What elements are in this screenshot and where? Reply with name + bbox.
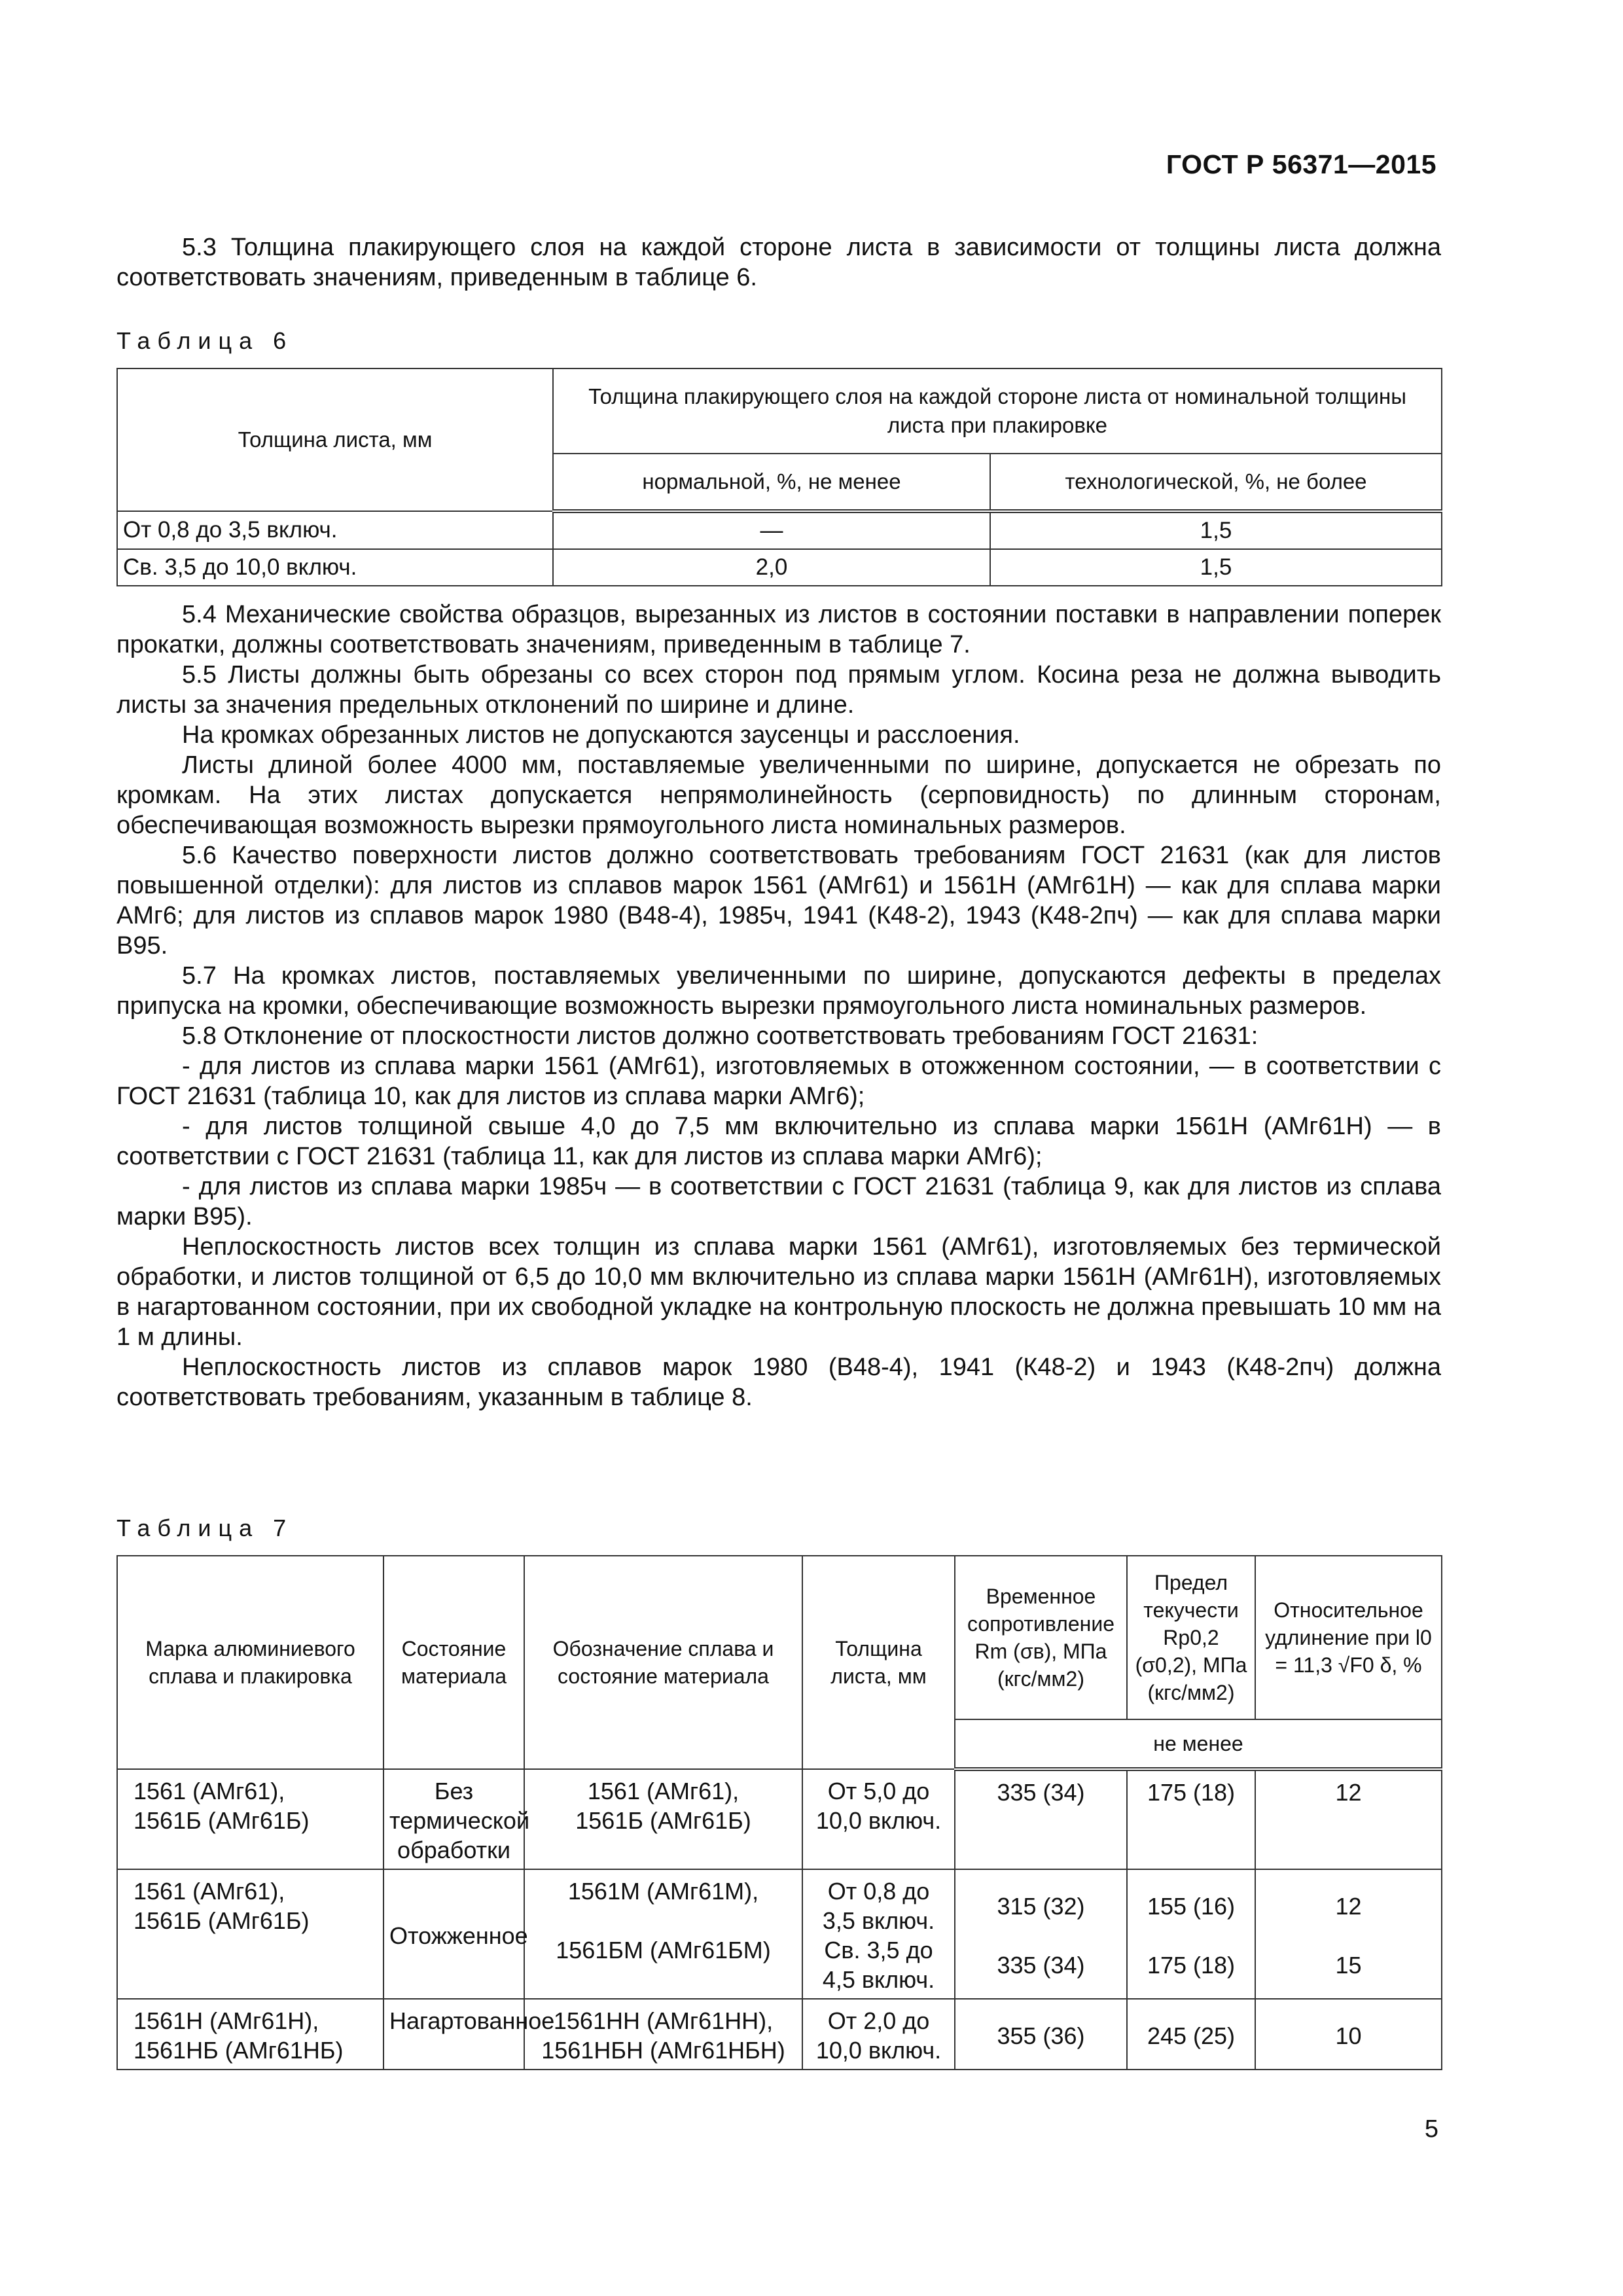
t7-cell-designation: 1561 (АМг61), 1561Б (АМг61Б) (524, 1769, 802, 1869)
t6-cell-thickness: От 0,8 до 3,5 включ. (117, 511, 553, 549)
t6-header-cladding: Толщина плакирующего слоя на каждой стороне листа от номинальной толщины листа при плакировке (553, 368, 1442, 454)
t7-cell-yield: 245 (25) (1127, 1999, 1255, 2070)
t7-cell-grade: 1561Н (АМг61Н), 1561НБ (АМг61НБ) (117, 1999, 383, 2070)
table-7 (116, 1555, 1442, 2070)
t7-cell-elongation: 10 (1255, 1999, 1442, 2070)
t7-cell-state: Нагартованное (383, 1999, 524, 2070)
table-row (117, 549, 1442, 586)
page-number: 5 (1424, 2115, 1438, 2143)
table-row (117, 1999, 1442, 2070)
t7-header-elongation: Относительное удлинение при l0 = 11,3 √F0 δ, % (1255, 1556, 1442, 1719)
paragraph-5-8: 5.8 Отклонение от плоскостности листов должно соответствовать требованиям ГОСТ 21631: (182, 1022, 1258, 1050)
t7-cell-tensile: 355 (36) (955, 1999, 1127, 2070)
t6-header-normal: нормальной, %, не менее (553, 454, 990, 511)
t7-header-state: Состояние материала (383, 1556, 524, 1769)
t7-cell-elongation: 12 15 (1255, 1869, 1442, 1999)
t7-header-tensile: Временное сопротивление Rm (σв), МПа (кгс/мм2) (955, 1556, 1127, 1719)
t7-header-yield: Предел текучести Rp0,2 (σ0,2), МПа (кгс/мм2) (1127, 1556, 1255, 1719)
paragraph-flatness-1561: Неплоскостность листов всех толщин из сплава марки 1561 (АМг61), изготовляемых без термической обработки, и листов толщиной от 6,5 до 10,0 мм включительно из сплава марки 1561Н (АМг61Н), изготовляемых в нагартованном состоянии, при их свободной укладке на контрольную плоскость не должна превышать 10 мм на 1 м длины. (116, 1233, 1441, 1351)
t6-header-thickness: Толщина листа, мм (117, 368, 553, 511)
t6-cell-normal: — (553, 511, 990, 549)
paragraph-5-4: 5.4 Механические свойства образцов, вырезанных из листов в состоянии поставки в направлении поперек прокатки, должны соответствовать значениям, приведенным в таблице 7. (116, 601, 1441, 658)
t7-header-designation: Обозначение сплава и состояние материала (524, 1556, 802, 1769)
t6-cell-tech: 1,5 (990, 549, 1442, 586)
t7-cell-designation: 1561НН (АМг61НН), 1561НБН (АМг61НБН) (524, 1999, 802, 2070)
paragraph-5-5: 5.5 Листы должны быть обрезаны со всех сторон под прямым углом. Косина реза не должна выводить листы за значения предельных отклонений по ширине и длине. (116, 661, 1441, 719)
t7-header-grade: Марка алюминиевого сплава и плакировка (117, 1556, 383, 1769)
t7-cell-yield: 175 (18) (1127, 1769, 1255, 1869)
t7-cell-tensile: 315 (32) 335 (34) (955, 1869, 1127, 1999)
t7-cell-thickness: От 0,8 до 3,5 включ. Св. 3,5 до 4,5 включ. (802, 1869, 955, 1999)
table7-caption: Таблица 7 (116, 1515, 294, 1541)
list-item: - для листов из сплава марки 1985ч — в соответствии с ГОСТ 21631 (таблица 9, как для листов из сплава марки В95). (116, 1173, 1441, 1230)
t7-cell-designation: 1561М (АМг61М), 1561БМ (АМг61БМ) (524, 1869, 802, 1999)
sections-5-4-to-5-8 (116, 600, 1441, 1412)
paragraph-5-7: 5.7 На кромках листов, поставляемых увеличенными по ширине, допускаются дефекты в пределах припуска на кромки, обеспечивающие возможность вырезки прямоугольного листа номинальных размеров. (116, 962, 1441, 1020)
paragraph-5-6: 5.6 Качество поверхности листов должно соответствовать требованиям ГОСТ 21631 (как для листов повышенной отделки): для листов из сплавов марок 1561 (АМг61) и 1561Н (АМг61Н) — как для сплава марки АМг6; для листов из сплавов марок 1980 (В48-4), 1985ч, 1941 (К48-2), 1943 (К48-2пч) — как для сплава марки В95. (116, 842, 1441, 960)
document-standard-header: ГОСТ Р 56371—2015 (1166, 149, 1436, 179)
table-row (117, 511, 1442, 549)
t7-cell-grade: 1561 (АМг61), 1561Б (АМг61Б) (117, 1769, 383, 1869)
table-6 (116, 368, 1442, 586)
paragraph-long-sheets: Листы длиной более 4000 мм, поставляемые увеличенными по ширине, допускается не обрезать по кромкам. На этих листах допускается непрямолинейность (серповидность) по длинным сторонам, обеспечивающая возможность вырезки прямоугольного листа номинальных размеров. (116, 751, 1441, 839)
t7-cell-elongation: 12 (1255, 1769, 1442, 1869)
paragraph-flatness-1980: Неплоскостность листов из сплавов марок 1980 (В48-4), 1941 (К48-2) и 1943 (К48-2пч) должна соответствовать требованиям, указанным в таблице 8. (116, 1354, 1441, 1411)
t7-header-min: не менее (955, 1719, 1442, 1769)
t6-cell-thickness: Св. 3,5 до 10,0 включ. (117, 549, 553, 586)
paragraph-5-3: 5.3 Толщина плакирующего слоя на каждой стороне листа в зависимости от толщины листа должна соответствовать значениям, приведенным в таблице 6. (116, 234, 1441, 291)
t7-cell-yield: 155 (16) 175 (18) (1127, 1869, 1255, 1999)
paragraph-burrs: На кромках обрезанных листов не допускаются заусенцы и расслоения. (182, 721, 1020, 749)
table6-caption: Таблица 6 (116, 327, 294, 354)
t7-cell-state: Без термической обработки (383, 1769, 524, 1869)
t7-cell-grade: 1561 (АМг61), 1561Б (АМг61Б) (117, 1869, 383, 1999)
t7-header-thickness: Толщина листа, мм (802, 1556, 955, 1769)
table-row (117, 1869, 1442, 1999)
t7-cell-state: Отожженное (383, 1869, 524, 1999)
section-5-3 (116, 232, 1441, 293)
t7-cell-tensile: 335 (34) (955, 1769, 1127, 1869)
t6-cell-normal: 2,0 (553, 549, 990, 586)
t6-header-tech: технологической, %, не более (990, 454, 1442, 511)
t6-cell-tech: 1,5 (990, 511, 1442, 549)
list-item: - для листов из сплава марки 1561 (АМг61), изготовляемых в отожженном состоянии, — в соответствии с ГОСТ 21631 (таблица 10, как для листов из сплава марки АМг6); (116, 1052, 1441, 1110)
table-row (117, 1769, 1442, 1869)
list-item: - для листов толщиной свыше 4,0 до 7,5 мм включительно из сплава марки 1561Н (АМг61Н) — в соответствии с ГОСТ 21631 (таблица 11, как для листов из сплава марки АМг6); (116, 1113, 1441, 1170)
t7-cell-thickness: От 5,0 до 10,0 включ. (802, 1769, 955, 1869)
t7-cell-thickness: От 2,0 до 10,0 включ. (802, 1999, 955, 2070)
